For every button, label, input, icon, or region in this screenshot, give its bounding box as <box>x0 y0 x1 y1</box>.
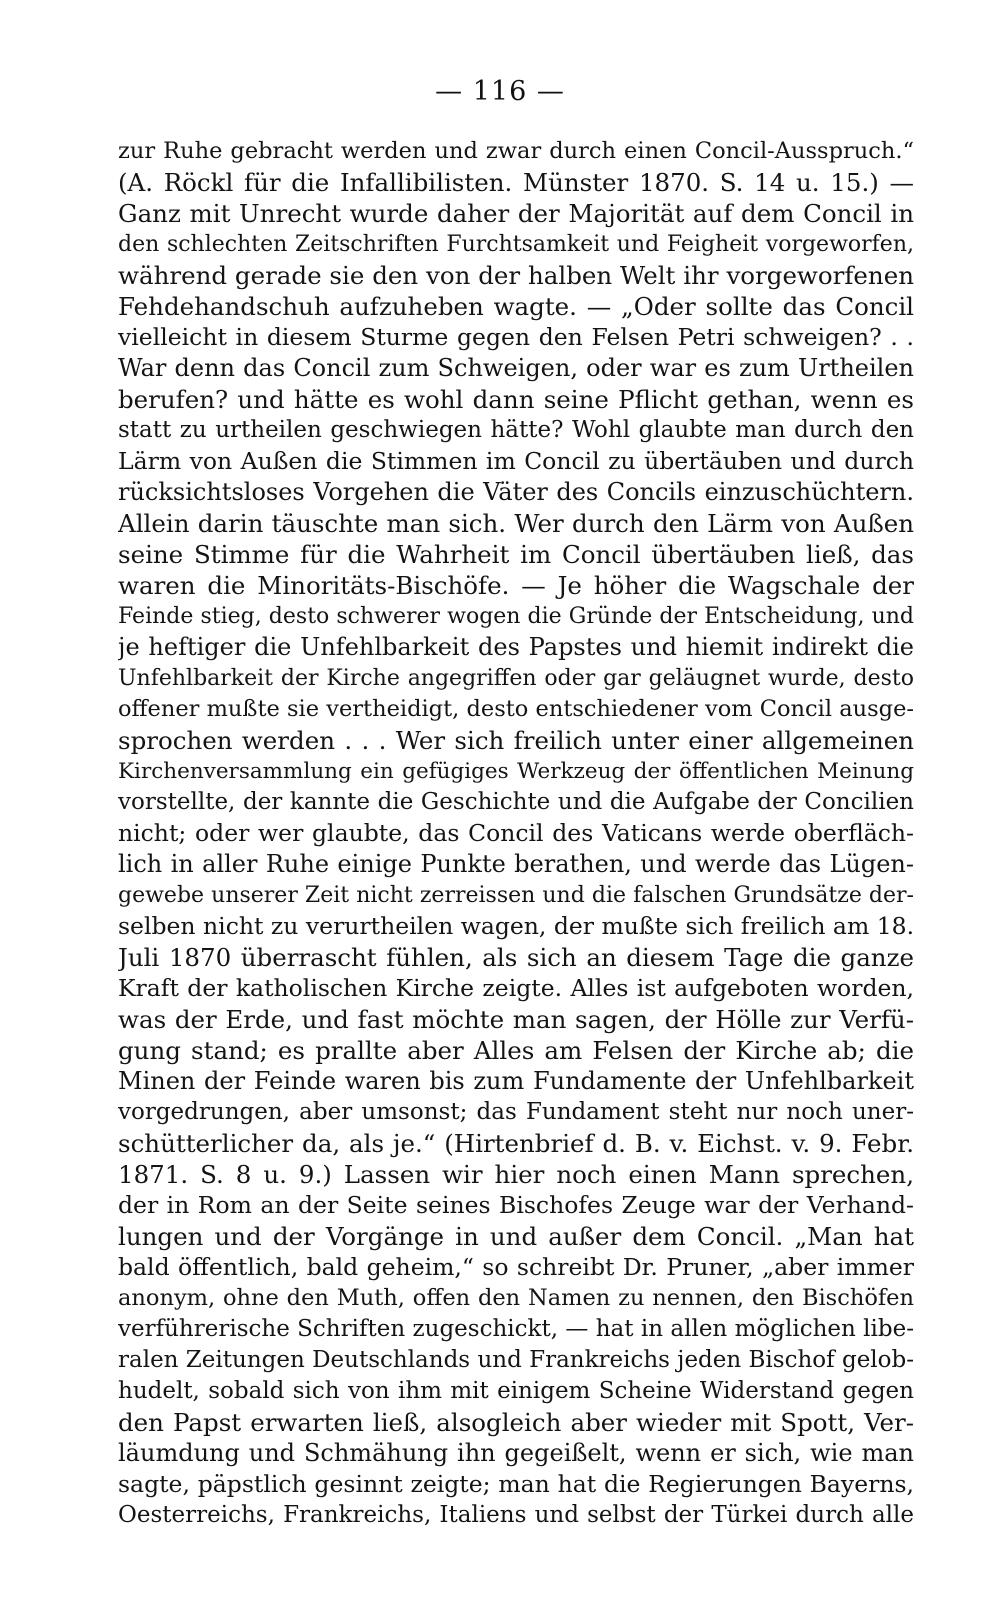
text-line: schütterlicher da, als je.“ (Hirtenbrief d. B. v. Eichst. v. 9. Febr. <box>118 1129 914 1158</box>
text-line: hudelt, sobald sich von ihm mit einigem Scheine Widerstand gegen <box>118 1378 914 1404</box>
page-number: — 116 — <box>435 76 565 107</box>
text-line: verführerische Schriften zugeschickt, — hat in allen möglichen libe- <box>118 1316 914 1342</box>
text-line: selben nicht zu verurtheilen wagen, der mußte sich freilich am 18. <box>118 912 914 940</box>
text-line: 1871. S. 8 u. 9.) Lassen wir hier noch einen Mann sprechen, <box>118 1160 914 1189</box>
text-line: Kirchenversammlung ein gefügiges Werkzeug der öffentlichen Meinung <box>118 759 914 784</box>
text-line: der in Rom an der Seite seines Bischofes Zeuge war der Verhand- <box>118 1191 914 1219</box>
text-line: lich in aller Ruhe einige Punkte berathen, und werde das Lügen- <box>118 850 914 878</box>
text-line: gewebe unserer Zeit nicht zerreissen und die falschen Grundsätze der- <box>118 883 914 908</box>
text-line: vielleicht in diesem Sturme gegen den Felsen Petri schweigen? . . <box>118 323 914 351</box>
text-line: ralen Zeitungen Deutschlands und Frankreichs jeden Bischof gelob- <box>118 1347 914 1373</box>
text-line: gung stand; es prallte aber Alles am Felsen der Kirche ab; die <box>118 1036 914 1065</box>
text-line: vorgedrungen, aber umsonst; das Fundament steht nur noch uner- <box>118 1099 914 1125</box>
text-line: Oesterreichs, Frankreichs, Italiens und selbst der Türkei durch alle <box>118 1502 914 1528</box>
text-line: Juli 1870 überrascht fühlen, als sich an diesem Tage die ganze <box>118 943 914 972</box>
text-line: anonym, ohne den Muth, offen den Namen zu nennen, den Bischöfen <box>118 1285 914 1311</box>
text-line: sprochen werden . . . Wer sich freilich unter einer allgemeinen <box>118 726 914 755</box>
text-line: (A. Röckl für die Infallibilisten. Münster 1870. S. 14 u. 15.) — <box>118 168 914 197</box>
text-line: Kraft der katholischen Kirche zeigte. Alles ist aufgeboten worden, <box>118 974 914 1002</box>
text-line: je heftiger die Unfehlbarkeit des Papstes und hiemit indirekt die <box>118 633 914 661</box>
text-line: statt zu urtheilen geschwiegen hätte? Wohl glaubte man durch den <box>118 417 914 443</box>
text-line: Fehdehandschuh aufzuheben wagte. — „Oder sollte das Concil <box>118 292 914 321</box>
text-line: während gerade sie den von der halben Welt ihr vorgeworfenen <box>118 261 914 290</box>
text-line: vorstellte, der kannte die Geschichte und die Aufgabe der Concilien <box>118 789 914 815</box>
text-line: Unfehlbarkeit der Kirche angegriffen oder gar geläugnet wurde, desto <box>118 666 914 691</box>
text-line: Feinde stieg, desto schwerer wogen die Gründe der Entscheidung, und <box>118 604 914 629</box>
text-line: den Papst erwarten ließ, alsogleich aber wieder mit Spott, Ver- <box>118 1408 914 1437</box>
text-line: nicht; oder wer glaubte, das Concil des Vaticans werde oberfläch- <box>118 819 914 847</box>
text-line: seine Stimme für die Wahrheit im Concil übertäuben ließ, das <box>118 540 914 569</box>
text-line: Allein darin täuschte man sich. Wer durch den Lärm von Außen <box>118 509 914 538</box>
text-line: bald öffentlich, bald geheim,“ so schreibt Dr. Pruner, „aber immer <box>118 1253 914 1281</box>
text-line: lungen und der Vorgänge in und außer dem Concil. „Man hat <box>118 1222 914 1251</box>
text-line: berufen? und hätte es wohl dann seine Pflicht gethan, wenn es <box>118 385 914 414</box>
text-line: Lärm von Außen die Stimmen im Concil zu übertäuben und durch <box>118 447 914 475</box>
text-line: was der Erde, und fast möchte man sagen, der Hölle zur Verfü- <box>118 1005 914 1034</box>
text-line: sagte, päpstlich gesinnt zeigte; man hat die Regierungen Bayerns, <box>118 1470 914 1498</box>
text-line: War denn das Concil zum Schweigen, oder war es zum Urtheilen <box>118 354 914 382</box>
body-text <box>118 136 914 1531</box>
text-line: läumdung und Schmähung ihn gegeißelt, wenn er sich, wie man <box>118 1439 914 1467</box>
text-line: zur Ruhe gebracht werden und zwar durch einen Concil-Ausspruch.“ <box>118 138 914 164</box>
text-line: Ganz mit Unrecht wurde daher der Majorität auf dem Concil in <box>118 199 914 228</box>
text-line: den schlechten Zeitschriften Furchtsamkeit und Feigheit vorgeworfen, <box>118 232 914 257</box>
text-line: Minen der Feinde waren bis zum Fundamente der Unfehlbarkeit <box>118 1067 914 1095</box>
text-line: rücksichtsloses Vorgehen die Väter des Concils einzuschüchtern. <box>118 478 914 506</box>
text-line: waren die Minoritäts-Bischöfe. — Je höher die Wagschale der <box>118 571 914 600</box>
text-line: offener mußte sie vertheidigt, desto entschiedener vom Concil ausge- <box>118 696 914 722</box>
